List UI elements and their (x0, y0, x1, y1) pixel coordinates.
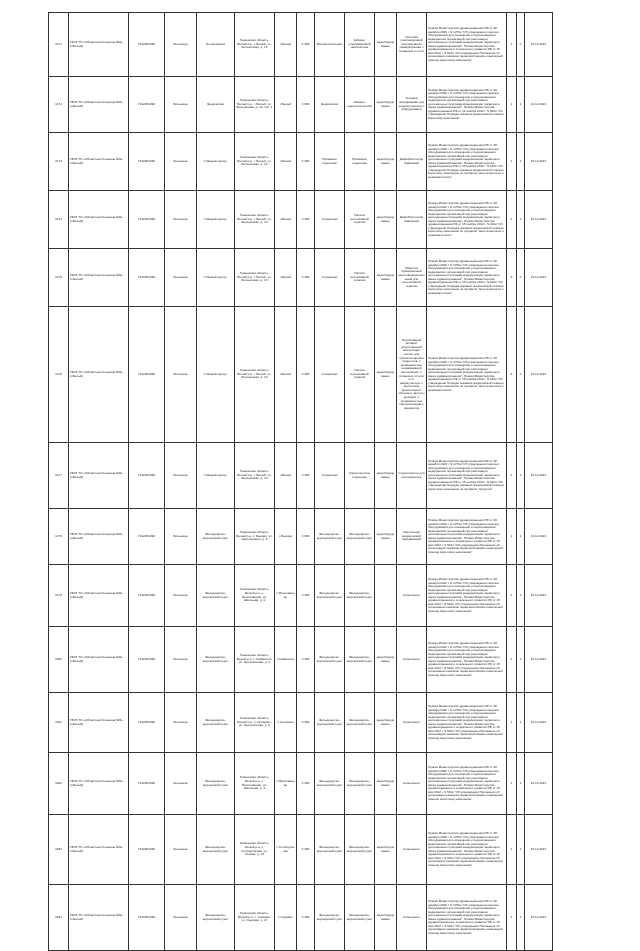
cell-equipment-name: Кольпоскоп (397, 627, 427, 693)
cell-row-number: 1182 (49, 753, 69, 815)
cell-room-name: Кабинет эндоскопический (345, 77, 375, 133)
cell-equipment-name: Кольпоскоп (397, 815, 427, 885)
cell-equipment-category: медоборудование (375, 815, 397, 885)
cell-row-number: 1184 (49, 885, 69, 951)
cell-existing-count: 0 (517, 307, 525, 443)
cell-row-number: 1172 (49, 77, 69, 133)
cell-organization-name: ГБУЗ ТО «Областная больница №5» (г.Белый) (69, 885, 129, 951)
cell-settlement: с.Кабанское (275, 627, 297, 693)
cell-org-type: Больница (165, 509, 197, 565)
cell-equipment-name: Система ультразвуковой визуализации универсальная с питанием от сети (397, 13, 427, 77)
cell-quantity: 1 (507, 509, 517, 565)
cell-row-number: 1178 (49, 509, 69, 565)
cell-settlement: г.Белый (275, 133, 297, 191)
cell-org-code: 7212001496 (129, 753, 165, 815)
cell-org-code: 7212001496 (129, 13, 165, 77)
cell-quantity: 1 (507, 13, 517, 77)
cell-organization-name: ГБУЗ ТО «Областная больница №5» (г.Белый) (69, 693, 129, 753)
cell-existing-count: 0 (517, 13, 525, 77)
cell-settlement: с.Ярославцево (275, 565, 297, 627)
cell-room-name: Палата интенсивной терапии (345, 191, 375, 249)
cell-department: Главный корпус (197, 307, 235, 443)
cell-address: Тюменская область, Белый р-н, г. Белый, ул. Больничная, д. 13, лит. 1 (235, 77, 275, 133)
cell-okato-code: 3 306 (297, 693, 315, 753)
table-row (49, 815, 553, 885)
cell-existing-count: 1 (517, 753, 525, 815)
cell-quantity: 1 (507, 627, 517, 693)
cell-org-code: 7212001496 (129, 133, 165, 191)
cell-okato-code: 3 306 (297, 443, 315, 509)
cell-org-type: Больница (165, 885, 197, 951)
cell-due-date: 31.12.2021 (525, 815, 553, 885)
cell-organization-name: ГБУЗ ТО «Областная больница №5» (г.Белый) (69, 565, 129, 627)
table-body (49, 13, 553, 951)
cell-equipment-category: медоборудование (375, 509, 397, 565)
cell-address: Тюменская область, Белый р-н, г. Белый, ул. Больничная, д. 13 (235, 13, 275, 77)
cell-due-date: 01.12.2021 (525, 307, 553, 443)
cell-settlement: г.Белый (275, 13, 297, 77)
cell-department: Главный корпус (197, 191, 235, 249)
cell-row-number: 1179 (49, 565, 69, 627)
cell-legal-basis: Приказ Министерства здравоохранения РФ от 28 декабря 2020 г. N 1379н "Об утверждении перечня оборудования для оснащения и переоснащения медицинских организаций при реализации региональных программ модернизации первичного звена здравоохранения"; Приказ Министерства здравоохранения РФ от 15 ноября 2012 г. N 919н "Об утверждении Порядка оказания медицинской помощи взрослому населению по профилю "анестезиология и реаниматология" (427, 133, 507, 191)
cell-existing-count: 1 (517, 77, 525, 133)
cell-room-name: Кабинет ультразвуковой диагностики (345, 13, 375, 77)
cell-due-date: 01.12.2021 (525, 13, 553, 77)
cell-profile: Фельдшерско-акушерский пункт (315, 565, 345, 627)
cell-department: Фельдшерско-акушерский пункт (197, 885, 235, 951)
table-row (49, 307, 553, 443)
cell-department: Фельдшерско-акушерский пункт (197, 509, 235, 565)
cell-quantity: 1 (507, 133, 517, 191)
cell-department: Фельдшерско-акушерский пункт (197, 565, 235, 627)
cell-room-name: Фельдшерско-акушерский пункт (345, 627, 375, 693)
document-sheet (48, 12, 552, 935)
cell-room-name: Хирургическое отделение (345, 443, 375, 509)
cell-legal-basis: Приказ Министерства здравоохранения РФ от 28 декабря 2020 г. N 1379н "Об утверждении перечня оборудования для оснащения и переоснащения медицинских организаций при реализации региональных программ модернизации первичного звена здравоохранения"; Приказ Министерства здравоохранения и социального развития РФ от 15 мая 2012 г. N 543н "Об утверждении Положения об организации оказания первичной медико-санитарной помощи взрослому населению" (427, 509, 507, 565)
cell-equipment-name: Портативный аппарат искусственной вентиляции легких для транспортировки пациентов, с возможностью неинвазивной вентиляции, с питанием от сети и от аккумулятора, с контролем дыхательного объема и частоты дыхания, с возможностью синхронизации с пациентом (397, 307, 427, 443)
table-row (49, 753, 553, 815)
cell-department: Фельдшерско-акушерский пункт (197, 627, 235, 693)
table-row (49, 249, 553, 307)
cell-room-name: Палата интенсивной терапии (345, 249, 375, 307)
cell-legal-basis: Приказ Министерства здравоохранения РФ от 28 декабря 2020 г. N 1379н "Об утверждении перечня оборудования для оснащения и переоснащения медицинских организаций при реализации региональных программ модернизации первичного звена здравоохранения"; Приказ Министерства здравоохранения и социального развития РФ от 15 мая 2012 г. N 543н "Об утверждении Положения об организации оказания первичной медико-санитарной помощи взрослому населению" (427, 693, 507, 753)
cell-due-date: 31.12.2021 (525, 627, 553, 693)
cell-quantity: 1 (507, 77, 517, 133)
cell-legal-basis: Приказ Министерства здравоохранения РФ от 28 декабря 2020 г. N 1379н "Об утверждении перечня оборудования для оснащения и переоснащения медицинских организаций при реализации региональных программ модернизации первичного звена здравоохранения"; Приказ Министерства здравоохранения и социального развития РФ от 15 мая 2012 г. N 543н "Об утверждении Положения об организации оказания первичной медико-санитарной помощи взрослому населению" (427, 627, 507, 693)
cell-settlement: с.Ярославцево (275, 753, 297, 815)
cell-settlement: г.Белый (275, 307, 297, 443)
cell-due-date: 31.12.2021 (525, 753, 553, 815)
cell-settlement: с.Слободчиково (275, 815, 297, 885)
cell-okato-code: 3 306 (297, 565, 315, 627)
cell-address: Тюменская область, Белый р-н, с. Сумкино, ул. Садовая, д. 27 (235, 885, 275, 951)
cell-legal-basis: Приказ Министерства здравоохранения РФ от 28 декабря 2020 г. N 1379н "Об утверждении перечня оборудования для оснащения и переоснащения медицинских организаций при реализации региональных программ модернизации первичного звена здравоохранения"; Приказ Министерства здравоохранения РФ от 15 ноября 2012 г. N 919н "Об утверждении Порядка оказания медицинской помощи взрослому населению по профилю "анестезиология и реаниматология" (427, 249, 507, 307)
cell-profile: Стационар (315, 249, 345, 307)
cell-equipment-name: Стерилизатор для инструментов (397, 443, 427, 509)
cell-okato-code: 3 306 (297, 77, 315, 133)
cell-org-type: Больница (165, 693, 197, 753)
cell-equipment-name: Кольпоскоп (397, 693, 427, 753)
cell-profile: Фельдшерско-акушерский пункт (315, 885, 345, 951)
cell-okato-code: 3 306 (297, 815, 315, 885)
cell-room-name: Фельдшерско-акушерский пункт (345, 509, 375, 565)
cell-equipment-name: Тележка передвижная для эндоскопического оборудования (397, 77, 427, 133)
cell-okato-code: 3 306 (297, 885, 315, 951)
table-row (49, 627, 553, 693)
cell-okato-code: 3 306 (297, 191, 315, 249)
cell-equipment-category: медоборудование (375, 133, 397, 191)
cell-org-type: Больница (165, 627, 197, 693)
table-row (49, 693, 553, 753)
cell-organization-name: ГБУЗ ТО «Областная больница №5» (г.Белый) (69, 249, 129, 307)
cell-organization-name: ГБУЗ ТО «Областная больница №5» (г.Белый) (69, 77, 129, 133)
cell-row-number: 1181 (49, 693, 69, 753)
cell-profile: Фельдшерско-акушерский пункт (315, 815, 345, 885)
table-row (49, 443, 553, 509)
cell-address: Тюменская область, Белый р-н, с. Кабанское, ул. Центральная, д. 3 (235, 627, 275, 693)
cell-address: Тюменская область, Белый р-н, с. Куларово, ул. Центральная, д. 6 (235, 693, 275, 753)
cell-settlement: с.Куларово (275, 693, 297, 753)
cell-equipment-category: медоборудование (375, 753, 397, 815)
cell-org-code: 7212001496 (129, 191, 165, 249)
cell-quantity: 1 (507, 753, 517, 815)
cell-equipment-name: Дефибриллятор бифазный (397, 191, 427, 249)
cell-room-name: Палата интенсивной терапии (345, 307, 375, 443)
cell-organization-name: ГБУЗ ТО «Областная больница №5» (г.Белый) (69, 13, 129, 77)
cell-quantity: 1 (507, 885, 517, 951)
cell-profile: Эндоскопия (315, 77, 345, 133)
cell-org-code: 7212001496 (129, 77, 165, 133)
cell-equipment-name: Кольпоскоп (397, 753, 427, 815)
cell-equipment-category: медоборудование (375, 627, 397, 693)
cell-org-type: Больница (165, 77, 197, 133)
cell-room-name: Приемное отделение (345, 133, 375, 191)
cell-existing-count: 1 (517, 815, 525, 885)
table-row (49, 191, 553, 249)
cell-okato-code: 3 306 (297, 249, 315, 307)
cell-existing-count: 1 (517, 565, 525, 627)
cell-address: Тюменская область, Белый р-н, г. Белый, ул. Больничная, д. 13 (235, 443, 275, 509)
table-row (49, 133, 553, 191)
cell-profile: Вспомогательная (315, 13, 345, 77)
cell-legal-basis: Приказ Министерства здравоохранения РФ от 28 декабря 2020 г. N 1379н "Об утверждении перечня оборудования для оснащения и переоснащения медицинских организаций при реализации региональных программ модернизации первичного звена здравоохранения"; Приказ Министерства здравоохранения и социального развития РФ от 15 мая 2012 г. N 543н "Об утверждении Положения об организации оказания первичной медико-санитарной помощи взрослому населению" (427, 753, 507, 815)
cell-department: Фельдшерско-акушерский пункт (197, 693, 235, 753)
cell-org-type: Больница (165, 753, 197, 815)
cell-org-code: 7212001496 (129, 509, 165, 565)
cell-profile: Стационар (315, 307, 345, 443)
cell-org-type: Больница (165, 307, 197, 443)
cell-equipment-category: медоборудование (375, 885, 397, 951)
cell-org-type: Больница (165, 13, 197, 77)
cell-legal-basis: Приказ Министерства здравоохранения РФ от 28 декабря 2020 г. N 1379н "Об утверждении перечня оборудования для оснащения и переоснащения медицинских организаций при реализации региональных программ модернизации первичного звена здравоохранения"; Приказ Министерства здравоохранения и социального развития РФ от 15 мая 2012 г. N 543н "Об утверждении Положения об организации оказания первичной медико-санитарной помощи взрослому населению" (427, 565, 507, 627)
cell-room-name: Фельдшерско-акушерский пункт (345, 693, 375, 753)
cell-department: Поликлиника (197, 13, 235, 77)
cell-okato-code: 3 306 (297, 13, 315, 77)
cell-due-date: 01.12.2021 (525, 249, 553, 307)
cell-equipment-name: Кольпоскоп (397, 885, 427, 951)
cell-quantity: 1 (507, 565, 517, 627)
cell-quantity: 4 (507, 307, 517, 443)
cell-due-date: 31.12.2021 (525, 443, 553, 509)
cell-org-code: 7212001496 (129, 693, 165, 753)
cell-profile: Стационар (315, 191, 345, 249)
cell-org-code: 7212001496 (129, 815, 165, 885)
cell-okato-code: 3 306 (297, 307, 315, 443)
cell-quantity: 1 (507, 815, 517, 885)
cell-quantity: 6 (507, 249, 517, 307)
table-row (49, 509, 553, 565)
cell-existing-count: 1 (517, 627, 525, 693)
cell-due-date: 31.12.2021 (525, 565, 553, 627)
cell-equipment-category: медоборудование (375, 191, 397, 249)
cell-organization-name: ГБУЗ ТО «Областная больница №5» (г.Белый) (69, 443, 129, 509)
equipment-table (48, 12, 553, 951)
cell-equipment-category: медоборудование (375, 77, 397, 133)
cell-org-type: Больница (165, 191, 197, 249)
cell-okato-code: 3 306 (297, 627, 315, 693)
cell-department: Фельдшерско-акушерский пункт (197, 815, 235, 885)
cell-equipment-category: медоборудование (375, 13, 397, 77)
cell-department: Главный корпус (197, 249, 235, 307)
cell-due-date: 31.12.2021 (525, 693, 553, 753)
cell-profile: Фельдшерско-акушерский пункт (315, 753, 345, 815)
cell-existing-count: 1 (517, 509, 525, 565)
cell-legal-basis: Приказ Министерства здравоохранения РФ от 28 декабря 2020 г. N 1379н "Об утверждении перечня оборудования для оснащения и переоснащения медицинских организаций при реализации региональных программ модернизации первичного звена здравоохранения"; Приказ Министерства здравоохранения РФ от 15 ноября 2012 г. N 922н "Об утверждении Порядка оказания медицинской помощи взрослому населению по профилю "хирургия" (427, 443, 507, 509)
cell-legal-basis: Приказ Министерства здравоохранения РФ от 28 декабря 2020 г. N 1379н "Об утверждении перечня оборудования для оснащения и переоснащения медицинских организаций при реализации региональных программ модернизации первичного звена здравоохранения"; Приказ Министерства здравоохранения РФ от 15 ноября 2012 г. N 919н "Об утверждении Порядка оказания медицинской помощи взрослому населению по профилю "анестезиология и реаниматология" (427, 191, 507, 249)
cell-equipment-category (375, 565, 397, 627)
cell-equipment-category: медоборудование (375, 443, 397, 509)
cell-department: Главный корпус (197, 133, 235, 191)
cell-org-code: 7212001496 (129, 885, 165, 951)
cell-row-number: 1173 (49, 133, 69, 191)
cell-row-number: 1183 (49, 815, 69, 885)
cell-room-name: Фельдшерско-акушерский пункт (345, 885, 375, 951)
cell-org-type: Больница (165, 815, 197, 885)
cell-existing-count: 1 (517, 443, 525, 509)
cell-organization-name: ГБУЗ ТО «Областная больница №5» (г.Белый) (69, 627, 129, 693)
cell-equipment-category: медоборудование (375, 307, 397, 443)
cell-row-number: 1171 (49, 13, 69, 77)
cell-legal-basis: Приказ Министерства здравоохранения РФ от 28 декабря 2020 г. N 1379н "Об утверждении перечня оборудования для оснащения и переоснащения медицинских организаций при реализации региональных программ модернизации первичного звена здравоохранения"; Приказ Министерства здравоохранения РФ от 15 ноября 2012 г. N 919н "Об утверждении Порядка оказания медицинской помощи взрослому населению по профилю "анестезиология и реаниматология" (427, 307, 507, 443)
cell-equipment-category: медоборудование (375, 693, 397, 753)
cell-due-date: 01.12.2021 (525, 133, 553, 191)
cell-row-number: 1180 (49, 627, 69, 693)
cell-room-name: Фельдшерско-акушерский пункт (345, 565, 375, 627)
cell-room-name: Фельдшерско-акушерский пункт (345, 815, 375, 885)
cell-due-date: 01.12.2021 (525, 77, 553, 133)
cell-profile: Фельдшерско-акушерский пункт (315, 693, 345, 753)
cell-settlement: г.Белый (275, 77, 297, 133)
cell-row-number: 1176 (49, 307, 69, 443)
cell-row-number: 1174 (49, 191, 69, 249)
cell-settlement: г.Белый (275, 249, 297, 307)
cell-department: Эндоскопия (197, 77, 235, 133)
cell-existing-count: 1 (517, 133, 525, 191)
cell-department: Главный корпус (197, 443, 235, 509)
cell-address: Тюменская область, Белый р-н, с. Слободчиково, ул. Лесная, д. 13 (235, 815, 275, 885)
cell-row-number: 1177 (49, 443, 69, 509)
cell-existing-count: 1 (517, 693, 525, 753)
cell-address: Тюменская область, Белый р-н, с. Быково, ул. Центральная, д. 5 (235, 509, 275, 565)
cell-legal-basis: Приказ Министерства здравоохранения РФ от 28 декабря 2020 г. N 1379н "Об утверждении перечня оборудования для оснащения и переоснащения медицинских организаций при реализации региональных программ модернизации первичного звена здравоохранения"; Приказ Министерства здравоохранения РФ от 12 ноября 2012 г. N 902н "Об утверждении Порядка оказания медицинской помощи взрослому населению" (427, 77, 507, 133)
cell-org-type: Больница (165, 565, 197, 627)
cell-equipment-category: медоборудование (375, 249, 397, 307)
cell-profile: Фельдшерско-акушерский пункт (315, 509, 345, 565)
cell-address: Тюменская область, Белый р-н, г. Белый, ул. Больничная, д. 13 (235, 307, 275, 443)
cell-address: Тюменская область, Белый р-н, г. Белый, ул. Больничная, д. 13 (235, 133, 275, 191)
cell-org-type: Больница (165, 249, 197, 307)
cell-organization-name: ГБУЗ ТО «Областная больница №5» (г.Белый) (69, 133, 129, 191)
cell-equipment-name: Светильник медицинский передвижной (397, 509, 427, 565)
cell-organization-name: ГБУЗ ТО «Областная больница №5» (г.Белый) (69, 753, 129, 815)
table-row (49, 565, 553, 627)
cell-organization-name: ГБУЗ ТО «Областная больница №5» (г.Белый) (69, 307, 129, 443)
cell-settlement: г.Белый (275, 443, 297, 509)
cell-due-date: 01.12.2021 (525, 191, 553, 249)
cell-row-number: 1175 (49, 249, 69, 307)
cell-org-code: 7212001496 (129, 307, 165, 443)
cell-legal-basis: Приказ Министерства здравоохранения РФ от 28 декабря 2020 г. N 1379н "Об утверждении перечня оборудования для оснащения и переоснащения медицинских организаций при реализации региональных программ модернизации первичного звена здравоохранения"; Приказ Министерства здравоохранения и социального развития РФ от 15 мая 2012 г. N 543н "Об утверждении Положения об организации оказания первичной медико-санитарной помощи взрослому населению" (427, 13, 507, 77)
cell-existing-count: 0 (517, 249, 525, 307)
cell-organization-name: ГБУЗ ТО «Областная больница №5» (г.Белый) (69, 509, 129, 565)
cell-org-type: Больница (165, 133, 197, 191)
cell-organization-name: ГБУЗ ТО «Областная больница №5» (г.Белый) (69, 815, 129, 885)
cell-equipment-name: Дефибриллятор бифазный (397, 133, 427, 191)
cell-org-code: 7212001496 (129, 627, 165, 693)
cell-quantity: 1 (507, 693, 517, 753)
cell-quantity: 1 (507, 191, 517, 249)
cell-settlement: г.Белый (275, 191, 297, 249)
cell-settlement: с.Сумкино (275, 885, 297, 951)
cell-settlement: с.Быково (275, 509, 297, 565)
cell-profile: Приемное отделение (315, 133, 345, 191)
cell-address: Тюменская область, Белый р-н, г. Белый, ул. Больничная, д. 13 (235, 249, 275, 307)
cell-equipment-name: Монитор прикроватный многофункциональный для интенсивной терапии (397, 249, 427, 307)
table-row (49, 885, 553, 951)
cell-org-code: 7212001496 (129, 249, 165, 307)
cell-okato-code: 3 306 (297, 509, 315, 565)
cell-legal-basis: Приказ Министерства здравоохранения РФ от 28 декабря 2020 г. N 1379н "Об утверждении перечня оборудования для оснащения и переоснащения медицинских организаций при реализации региональных программ модернизации первичного звена здравоохранения"; Приказ Министерства здравоохранения и социального развития РФ от 15 мая 2012 г. N 543н "Об утверждении Положения об организации оказания первичной медико-санитарной помощи взрослому населению" (427, 885, 507, 951)
cell-quantity: 1 (507, 443, 517, 509)
table-row (49, 13, 553, 77)
cell-existing-count: 1 (517, 885, 525, 951)
cell-okato-code: 3 306 (297, 133, 315, 191)
cell-due-date: 31.12.2021 (525, 885, 553, 951)
cell-org-code: 7212001496 (129, 565, 165, 627)
cell-profile: Фельдшерско-акушерский пункт (315, 627, 345, 693)
cell-okato-code: 3 306 (297, 753, 315, 815)
cell-profile: Стационар (315, 443, 345, 509)
cell-due-date: 31.12.2021 (525, 509, 553, 565)
cell-address: Тюменская область, Белый р-н, с. Ярославцево, ул. Школьная, д. 2 (235, 565, 275, 627)
cell-address: Тюменская область, Белый р-н, г. Белый, ул. Больничная, д. 13 (235, 191, 275, 249)
cell-equipment-name: Кольпоскоп (397, 565, 427, 627)
table-row (49, 77, 553, 133)
cell-org-code: 7212001496 (129, 443, 165, 509)
cell-organization-name: ГБУЗ ТО «Областная больница №5» (г.Белый) (69, 191, 129, 249)
cell-department: Фельдшерско-акушерский пункт (197, 753, 235, 815)
cell-org-type: Больница (165, 443, 197, 509)
cell-address: Тюменская область, Белый р-н, с. Ярославцево, ул. Школьная, д. 2 (235, 753, 275, 815)
cell-room-name: Фельдшерско-акушерский пункт (345, 753, 375, 815)
cell-legal-basis: Приказ Министерства здравоохранения РФ от 28 декабря 2020 г. N 1379н "Об утверждении перечня оборудования для оснащения и переоснащения медицинских организаций при реализации региональных программ модернизации первичного звена здравоохранения"; Приказ Министерства здравоохранения и социального развития РФ от 15 мая 2012 г. N 543н "Об утверждении Положения об организации оказания первичной медико-санитарной помощи взрослому населению" (427, 815, 507, 885)
cell-existing-count: 1 (517, 191, 525, 249)
